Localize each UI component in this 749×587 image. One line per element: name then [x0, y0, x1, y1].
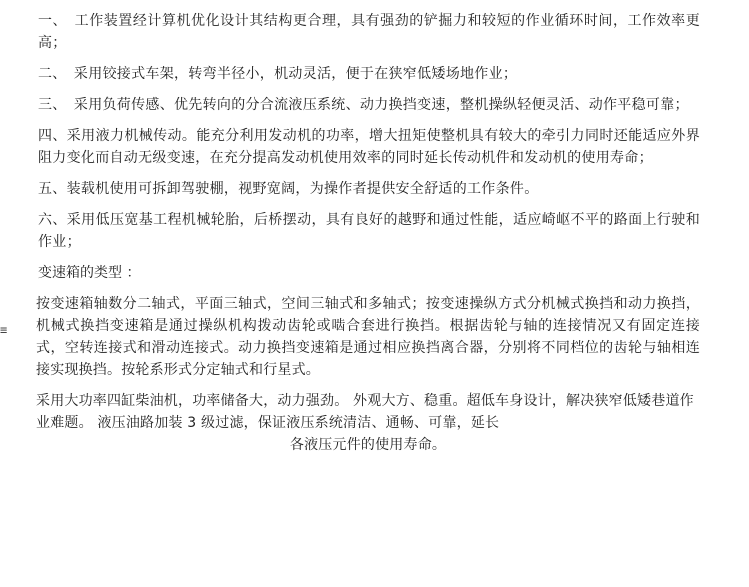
gearbox-heading: 变速箱的类型 ： — [38, 265, 141, 281]
edge-list-marker: ≡ — [0, 323, 8, 337]
feature-item-1: 一、 工作装置经计算机优化设计其结构更合理，具有强劲的铲掘力和较短的作业循环时间，工作效率更高； — [38, 13, 700, 51]
engine-description-tail: 各液压元件的使用寿命。 — [289, 437, 447, 453]
feature-item-6: 六、采用低压宽基工程机械轮胎，后桥摆动，具有良好的越野和通过性能，适应崎岖不平的路面上行驶和作业； — [38, 212, 700, 250]
feature-item-5: 五、装载机使用可拆卸驾驶棚，视野宽阔，为操作者提供安全舒适的工作条件。 — [38, 181, 539, 197]
feature-item-3: 三、 采用负荷传感、优先转向的分合流液压系统、动力换挡变速，整机操纵轻便灵活、动作平稳可靠； — [38, 97, 689, 113]
document-body — [38, 10, 700, 465]
engine-description-main: 采用大功率四缸柴油机，功率储备大，动力强劲。 外观大方、稳重。超低车身设计，解决狭窄低矮巷道作业难题。 液压油路加装 3 级过滤，保证液压系统清洁、通畅、可靠，延长 — [36, 393, 694, 431]
feature-item-4: 四、采用液力机械传动。能充分利用发动机的功率，增大扭矩使整机具有较大的牵引力同时还能适应外界阻力变化而自动无级变速，在充分提高发动机使用效率的同时延长传动机件和发动机的使用寿命； — [38, 128, 700, 166]
engine-description — [36, 390, 700, 456]
gearbox-description: 按变速箱轴数分二轴式，平面三轴式，空间三轴式和多轴式；按变速操纵方式分机械式换挡和动力换挡，机械式换挡变速箱是通过操纵机构拨动齿轮或啮合套进行换挡。根据齿轮与轴的连接情况又有固定连接式，空转连接式和滑动连接式。动力换挡变速箱是通过相应换挡离合器，分别将不同档位的齿轮与轴相连接实现换挡。按轮系形式分定轴式和行星式。 — [36, 296, 700, 378]
feature-item-2: 二、 采用铰接式车架，转弯半径小，机动灵活，便于在狭窄低矮场地作业； — [38, 66, 518, 82]
